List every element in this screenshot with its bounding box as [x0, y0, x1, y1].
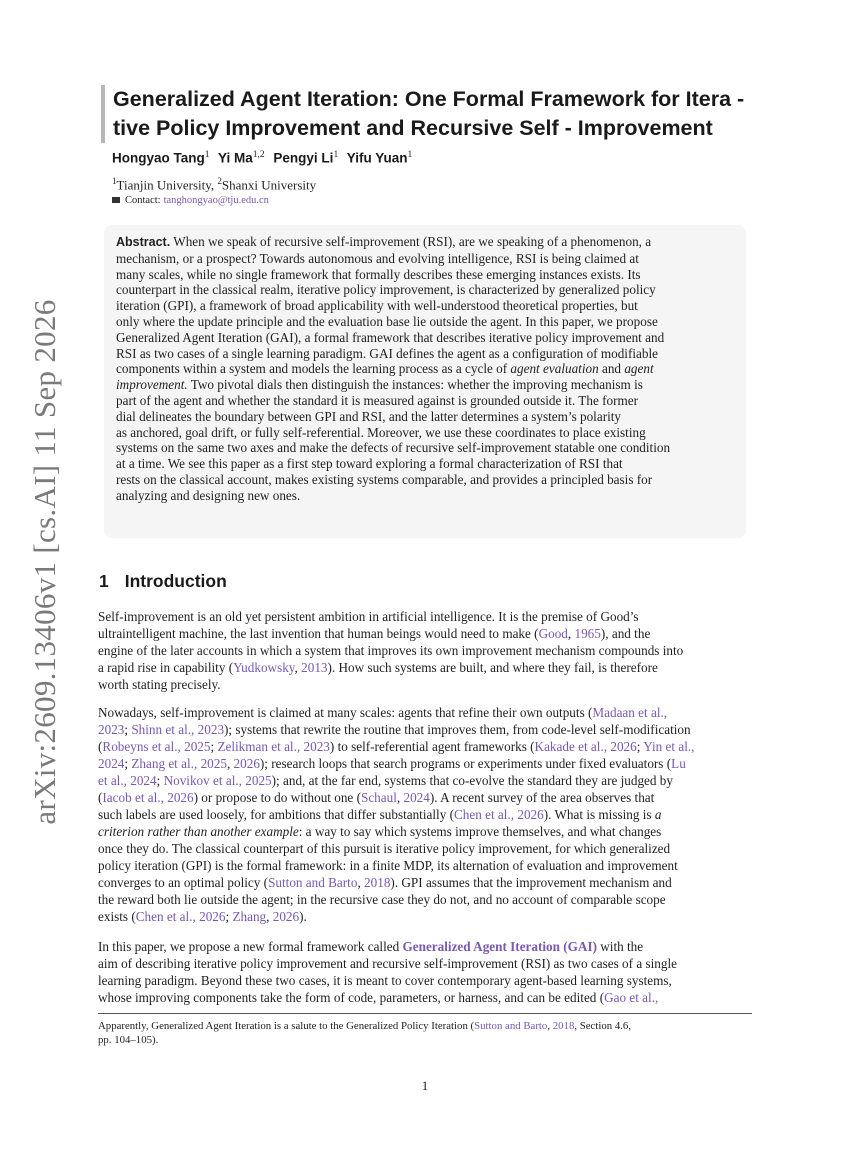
text-span: ); research loops that search programs or experiments under fixed evaluators ( — [259, 756, 672, 771]
affiliations — [112, 176, 316, 193]
citation-link[interactable]: Zelikman et al., — [217, 739, 301, 754]
abstract-line: components within a system and models the learning process as a cycle of — [116, 361, 511, 377]
text-line: aim of describing iterative policy improvement and recursive self-improvement (RSI) as two cases of a single — [98, 956, 677, 971]
citation-year-link[interactable]: 2026 — [610, 739, 637, 754]
text-span: ( — [98, 739, 103, 754]
abstract-line: rests on the classical account, makes existing systems comparable, and provides a principled basis for — [116, 471, 653, 487]
arxiv-identifier-text: arXiv:2609.13406v1 [cs.AI] 11 Sep 2026 — [27, 299, 62, 825]
citation-link[interactable]: Shinn et al., — [131, 722, 195, 737]
abstract-line: RSI as two cases of a single learning paradigm. GAI defines the agent as a configuration of modifiable — [116, 345, 658, 361]
footnote-divider — [98, 1013, 752, 1014]
abstract-connector: and — [598, 361, 625, 377]
citation-year-link[interactable]: 2023 — [98, 722, 125, 737]
section-title: Introduction — [124, 571, 227, 591]
citation-link[interactable]: Madaan et al., — [592, 705, 668, 720]
text-span: In this paper, we propose a new formal framework called — [98, 939, 403, 954]
citation-link[interactable]: Chen et al., — [135, 909, 196, 924]
citation-link[interactable]: Zhang — [232, 909, 267, 924]
citation-year-link[interactable]: 2023 — [303, 739, 330, 754]
author-list — [112, 150, 417, 166]
text-line: the reward both lie outside the agent; in the recursive case they do not, and no account of comparable scope — [98, 892, 666, 907]
footnote: Apparently, Generalized Agent Iteration is a salute to the Generalized Policy Iteration (Sutton and Barto, 2018, Section 4.6, pp. 104–105). — [98, 1019, 758, 1047]
citation-link[interactable]: Kakade et al., — [534, 739, 608, 754]
text-span: ). How such systems are built, and where they fail, is therefore — [327, 660, 658, 675]
citation-year-link[interactable]: 2018 — [364, 875, 391, 890]
citation-year-link[interactable]: 2026 — [233, 756, 260, 771]
abstract-line: only where the update principle and the evaluation base lie outside the agent. In this paper, we propose — [116, 313, 658, 329]
paragraph-2: Nowadays, self-improvement is claimed at many scales: agents that refine their own outputs (Madaan et al., 2023; Shinn et al., 2023); systems that rewrite the routine that improves them, from code-level self-modification (Robeyns et al., 2025; Zelikman et al., 2023) to self-referential agent frameworks (Kakade et al., 2026; Yin et al., 2024; Zhang et al., 2025, 2026); research loops that search programs or experiments under fixed evaluators (Lu et al., 2024; Novikov et al., 2025); and, at the far end, systems that co-evolve the standard they are judged by (Iacob et al., 2026) or propose to do without one (Schaul, 2024). A recent survey of the area observes that such labels are used loosely, for ambitions that differ substantially (Chen et al., 2026). What is missing is a criterion rather than another example: a way to say which systems improve themselves, and what changes once they do. The classical counterpart of this pursuit is iterative policy improvement, for which generalized policy iteration (GPI) is the formal framework: in a finite MDP, its alternation of evaluation and improvement converges to an optimal policy (Sutton and Barto, 2018). GPI assumes that the improvement mechanism and the reward both lie outside the agent; in the recursive case they do not, and no account of comparable scope exists (Chen et al., 2026; Zhang, 2026). — [98, 704, 758, 925]
citation-year-link[interactable]: 2026 — [272, 909, 300, 924]
section-number: 1 — [99, 571, 109, 591]
contact-label: Contact: — [125, 195, 161, 206]
section-heading-introduction — [99, 571, 227, 592]
text-span: ); systems that rewrite the routine that improves them, from code-level self-modification — [224, 722, 691, 737]
citation-link[interactable]: Gao et al., — [604, 990, 659, 1005]
abstract-line: dial delineates the boundary between GPI and RSI, and the latter determines a system’s polarity — [116, 408, 622, 424]
abstract-line: at a time. We see this paper as a first step toward exploring a formal characterization of RSI that — [116, 456, 623, 472]
emphasis: agent — [624, 361, 654, 377]
citation-link[interactable]: Novikov et al., — [163, 773, 242, 788]
abstract-box — [104, 225, 746, 538]
text-span: ); and, at the far end, systems that co-evolve the standard they are judged by — [271, 773, 673, 788]
author-name: Yifu Yuan — [346, 150, 408, 166]
citation-link[interactable]: Lu — [671, 756, 686, 771]
citation-link[interactable]: Sutton and Barto — [474, 1020, 548, 1032]
abstract-line: analyzing and designing new ones. — [116, 487, 301, 503]
citation-year-link[interactable]: 2024 — [130, 773, 157, 788]
abstract-line: Generalized Agent Iteration (GAI), a formal framework that describes iterative policy improvement and — [116, 329, 665, 345]
abstract-line: many scales, while no single framework that formally describes these emerging instances exists. Its — [116, 266, 641, 282]
text-span: : a way to say which systems improve themselves, and what changes — [298, 824, 662, 839]
paragraph-3 — [98, 938, 758, 1006]
citation-year-link[interactable]: 2023 — [197, 722, 225, 737]
text-line: engine of the later accounts in which a system that improves its own improvement mechanism compounds into — [98, 643, 684, 658]
title-line-1: Generalized Agent Iteration: One Formal Framework for Itera - — [113, 87, 745, 111]
text-span: Nowadays, self-improvement is claimed at many scales: agents that refine their own outputs ( — [98, 705, 593, 720]
citation-year-link[interactable]: 2025 — [200, 756, 227, 771]
text-line: worth stating precisely. — [98, 677, 221, 692]
gai-framework-link[interactable]: Generalized Agent Iteration (GAI) — [402, 939, 597, 954]
text-line: policy iteration (GPI) is the formal framework: in a finite MDP, its alternation of evaluation and improvement — [98, 858, 678, 873]
text-span: ). A recent survey of the area observes that — [429, 790, 655, 805]
emphasis: criterion rather than another example — [98, 824, 299, 839]
emphasis: improvement. — [116, 377, 188, 393]
abstract-line: mechanism, or a prospect? Towards autonomous and evolving intelligence, RSI is being claimed at — [116, 250, 639, 266]
text-span: ). What is missing is — [543, 807, 655, 822]
text-span: ). — [299, 909, 307, 924]
text-line: Self-improvement is an old yet persistent ambition in artificial intelligence. It is the premise of Good’s — [98, 609, 639, 624]
contact-email-link[interactable]: tanghongyao@tju.edu.cn — [163, 195, 269, 206]
citation-link[interactable]: Good — [538, 626, 568, 641]
page-number: 1 — [421, 1078, 429, 1093]
text-span: ; — [124, 722, 132, 737]
text-span: ) or propose to do without one ( — [193, 790, 361, 805]
text-span: ). GPI assumes that the improvement mechanism and — [390, 875, 672, 890]
emphasis: agent evaluation — [510, 361, 599, 377]
author-affil-mark: 1 — [333, 150, 339, 160]
abstract-line: part of the agent and whether the standard it is measured against is grounded outside it. The former — [116, 392, 638, 408]
citation-year-link[interactable]: 1965 — [574, 626, 601, 641]
abstract-line: Two pivotal dials then distinguish the instances: whether the improving mechanism is — [190, 377, 643, 393]
text-span: a rapid rise in capability ( — [98, 660, 234, 675]
text-span: ) to self-referential agent frameworks ( — [329, 739, 535, 754]
affil-mark: 1 — [112, 176, 117, 186]
abstract-line: as anchored, goal drift, or fully self-referential. Moreover, we use these coordinates to place existing — [116, 424, 646, 440]
arxiv-identifier-stamp — [20, 292, 70, 832]
author-name: Pengyi Li — [273, 150, 334, 166]
citation-link[interactable]: et al., — [98, 773, 127, 788]
citation-year-link[interactable]: 2026 — [517, 807, 544, 822]
abstract-label: Abstract. — [116, 235, 171, 249]
affiliation-2: Shanxi University — [221, 177, 317, 193]
abstract-line: When we speak of recursive self-improvement (RSI), are we speaking of a phenomenon, a — [173, 234, 652, 249]
citation-link[interactable]: Iacob et al., — [102, 790, 164, 805]
contact-line — [112, 195, 269, 206]
text-span: converges to an optimal policy ( — [98, 875, 269, 890]
abstract-line: systems on the same two axes and make the defects of recursive self-improvement statable one condition — [116, 440, 671, 456]
paragraph-1: Self-improvement is an old yet persistent ambition in artificial intelligence. It is the premise of Good’s ultraintelligent machine, the last invention that human beings would need to make (Good, 1965), and the engine of the later accounts in which a system that improves its own improvement mechanism compounds into a rapid rise in capability (Yudkowsky, 2013). How such systems are built, and where they fail, is therefore worth stating precisely. — [98, 608, 758, 693]
author-affil-mark: 1 — [204, 150, 210, 160]
text-span: whose improving components take the form of code, parameters, or harness, and can be edited ( — [98, 990, 605, 1005]
text-span: Apparently, Generalized Agent Iteration is a salute to the Generalized Policy Iteration ( — [98, 1020, 475, 1032]
text-line: learning paradigm. Beyond these two cases, it is meant to cover contemporary agent-based learning systems, — [98, 973, 672, 988]
text-span: ultraintelligent machine, the last invention that human beings would need to make ( — [98, 626, 539, 641]
affiliation-1: Tianjin University, — [116, 177, 218, 193]
citation-link[interactable]: Robeyns et al., — [102, 739, 181, 754]
citation-link[interactable]: Schaul — [360, 790, 397, 805]
abstract-line: counterpart in the classical realm, iterative policy improvement, is characterized by generalized policy — [116, 282, 656, 298]
emphasis: a — [654, 807, 662, 822]
author-name: Hongyao Tang — [112, 150, 205, 166]
envelope-icon — [112, 197, 120, 203]
citation-year-link[interactable]: 2018 — [552, 1020, 575, 1032]
text-span: , Section 4.6, — [574, 1020, 632, 1032]
author-affil-mark: 1 — [407, 150, 413, 160]
abstract-line: iteration (GPI), a framework of broad applicability with well-understood theoretical properties, but — [116, 298, 638, 314]
author-affil-mark: 1,2 — [252, 150, 265, 160]
citation-link[interactable]: Chen et al., — [453, 807, 515, 822]
citation-year-link[interactable]: 2026 — [199, 909, 226, 924]
title-line-2: tive Policy Improvement and Recursive Self - Improvement — [113, 116, 713, 140]
paper-title — [101, 85, 773, 143]
citation-year-link[interactable]: 2025 — [184, 739, 211, 754]
citation-link[interactable]: Yudkowsky — [233, 660, 295, 675]
affil-mark: 2 — [217, 176, 222, 186]
citation-link[interactable]: Yin et al., — [643, 739, 695, 754]
citation-link[interactable]: Zhang et al., — [131, 756, 198, 771]
text-span: ( — [98, 790, 103, 805]
citation-year-link[interactable]: 2024 — [98, 756, 125, 771]
abstract-text — [116, 234, 734, 504]
citation-year-link[interactable]: 2024 — [403, 790, 430, 805]
citation-year-link[interactable]: 2013 — [301, 660, 328, 675]
text-line: once they do. The classical counterpart of this pursuit is iterative policy improvement, for which generalized — [98, 841, 671, 856]
citation-year-link[interactable]: 2025 — [245, 773, 272, 788]
text-span: ), and the — [600, 626, 651, 641]
text-span: exists ( — [98, 909, 136, 924]
citation-year-link[interactable]: 2026 — [167, 790, 194, 805]
text-line: pp. 104–105). — [98, 1034, 159, 1046]
text-span: with the — [596, 939, 644, 954]
citation-link[interactable]: Sutton and Barto — [268, 875, 358, 890]
author-name: Yi Ma — [218, 150, 253, 166]
text-span: such labels are used loosely, for ambitions that differ substantially ( — [98, 807, 454, 822]
